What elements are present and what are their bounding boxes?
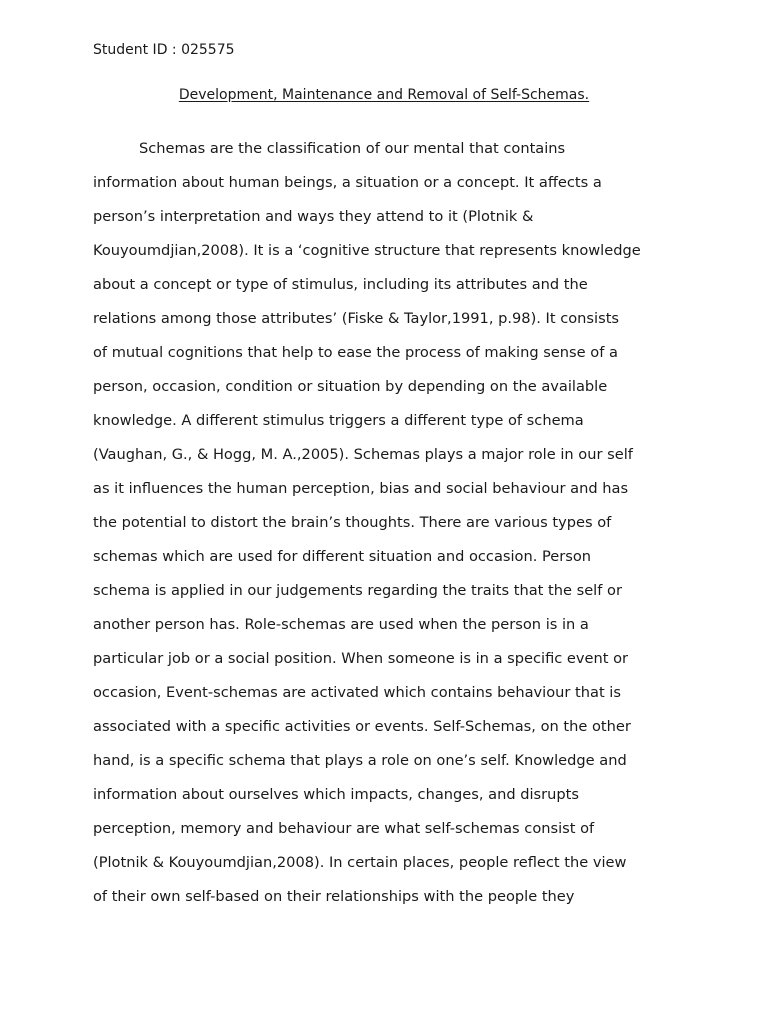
body-line: occasion, Event-schemas are activated which contains behaviour that is [93, 684, 621, 701]
body-line: schema is applied in our judgements regarding the traits that the self or [93, 582, 622, 599]
body-line: hand, is a specific schema that plays a role on one’s self. Knowledge and [93, 752, 627, 769]
body-line: perception, memory and behaviour are what self-schemas consist of [93, 820, 595, 837]
body-line: person’s interpretation and ways they attend to it (Plotnik & [93, 208, 534, 225]
body-line: the potential to distort the brain’s thoughts. There are various types of [93, 514, 612, 531]
document-title [0, 86, 768, 104]
body-line: as it influences the human perception, bias and social behaviour and has [93, 480, 629, 497]
body-line: Schemas are the classification of our mental that contains [139, 140, 566, 157]
body-line: information about ourselves which impacts, changes, and disrupts [93, 786, 579, 803]
body-line: another person has. Role-schemas are used when the person is in a [93, 616, 589, 633]
body-line: particular job or a social position. When someone is in a specific event or [93, 650, 629, 667]
body-line: relations among those attributes’ (Fiske & Taylor,1991, p.98). It consists [93, 310, 620, 327]
body-line: about a concept or type of stimulus, including its attributes and the [93, 276, 588, 293]
body-paragraph [93, 139, 693, 921]
body-line: schemas which are used for different situation and occasion. Person [93, 548, 592, 565]
body-line: person, occasion, condition or situation by depending on the available [93, 378, 608, 395]
document-title-text: Development, Maintenance and Removal of Self-Schemas. [178, 87, 590, 103]
body-line: Kouyoumdjian,2008). It is a ‘cognitive structure that represents knowledge [93, 242, 641, 259]
body-line: of their own self-based on their relationships with the people they [93, 888, 575, 905]
body-line: (Vaughan, G., & Hogg, M. A.,2005). Schemas plays a major role in our self [93, 446, 633, 463]
body-line: (Plotnik & Kouyoumdjian,2008). In certain places, people reflect the view [93, 854, 627, 871]
body-line: knowledge. A different stimulus triggers a different type of schema [93, 412, 584, 429]
body-line: of mutual cognitions that help to ease the process of making sense of a [93, 344, 618, 361]
body-line: associated with a specific activities or events. Self-Schemas, on the other [93, 718, 631, 735]
student-id: Student ID : 025575 [93, 42, 235, 58]
body-line: information about human beings, a situation or a concept. It affects a [93, 174, 602, 191]
